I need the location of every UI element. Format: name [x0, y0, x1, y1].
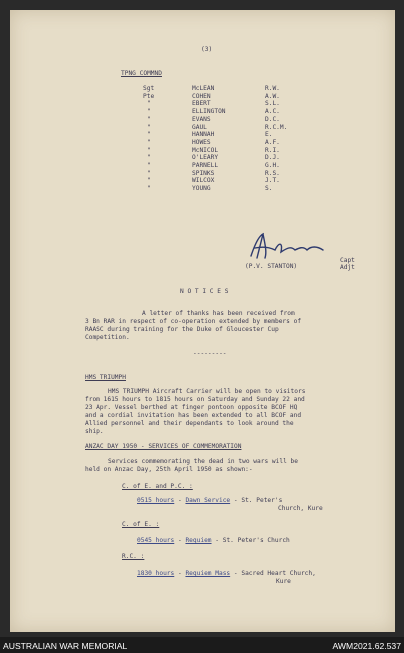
- notice-line: 3 Bn RAR in respect of co-operation extended by members of: [85, 318, 302, 325]
- service-place: - Sacred Heart Church,: [233, 570, 316, 577]
- roster-initials: R.C.M.: [265, 123, 288, 131]
- roster-rank: ": [147, 154, 151, 162]
- ship-heading: HMS TRIUMPH: [85, 374, 126, 381]
- roster-initials: G.H.: [265, 162, 280, 169]
- roster-rank: ": [147, 131, 151, 139]
- roster-rank: ": [147, 185, 151, 193]
- page-number: (3): [201, 46, 213, 53]
- signatory-rank: Capt: [340, 257, 355, 264]
- roster-initials: S.L.: [265, 100, 280, 108]
- service-time: 0515 hours: [137, 497, 175, 504]
- signature-scribble-icon: [245, 230, 340, 262]
- roster-rank: ": [147, 162, 151, 169]
- service-place-cont: Kure: [276, 578, 291, 585]
- roster-initials: R.W.: [265, 85, 280, 92]
- roster-name: PARNELL: [192, 162, 219, 169]
- roster-name: GAUL: [192, 123, 207, 131]
- roster-rank: ": [147, 100, 151, 108]
- notice-line: Competition.: [85, 334, 130, 341]
- service-heading: R.C. :: [122, 553, 145, 560]
- roster-name: McNICOL: [192, 146, 219, 154]
- signatory-unit: Adjt: [340, 264, 355, 271]
- service-name: Requiem: [185, 537, 212, 544]
- roster-name: ELLINGTON: [192, 108, 226, 116]
- roster-initials: A.W.: [265, 92, 280, 100]
- service-name: Dawn Service: [185, 497, 231, 504]
- section-title: TPNG COMMND: [121, 70, 162, 77]
- ship-line: from 1615 hours to 1815 hours on Saturday and Sunday 22 and: [85, 396, 305, 403]
- notices-heading: N O T I C E S: [180, 288, 229, 295]
- ship-line: HMS TRIUMPH Aircraft Carrier will be open to visitors: [108, 388, 306, 395]
- anzac-intro-line: held on Anzac Day, 25th April 1950 as shown:-: [85, 466, 253, 473]
- service-heading: C. of E. :: [122, 521, 160, 528]
- anzac-intro-line: Services commemorating the dead in two wars will be: [108, 458, 298, 465]
- divider: ---------: [193, 350, 227, 357]
- roster-initials: R.S.: [265, 169, 280, 177]
- roster-name: SPINKS: [192, 169, 215, 177]
- roster-name: McLEAN: [192, 85, 215, 92]
- roster-rank: ": [147, 138, 151, 146]
- anzac-heading: ANZAC DAY 1950 - SERVICES OF COMMEMORATION: [85, 443, 242, 450]
- roster-initials: S.: [265, 185, 273, 193]
- roster-initials: R.I.: [265, 146, 280, 154]
- roster-name: COHEN: [192, 92, 211, 100]
- roster-name: O'LEARY: [192, 154, 219, 162]
- roster-name: WILCOX: [192, 177, 215, 185]
- footer-right: AWM2021.62.537: [332, 641, 401, 651]
- roster-rank: ": [147, 115, 151, 123]
- ship-line: and a cordial invitation has been extended to all BCOF and: [85, 412, 302, 419]
- roster-initials: E.: [265, 131, 273, 139]
- service-name: Requiem Mass: [185, 570, 231, 577]
- roster-rank: ": [147, 123, 151, 131]
- roster-name: HOWES: [192, 138, 211, 146]
- roster-name: EVANS: [192, 115, 211, 123]
- ship-line: ship.: [85, 428, 104, 435]
- roster-name: YOUNG: [192, 185, 211, 193]
- roster-rank: ": [147, 146, 151, 154]
- roster-rank: Sgt: [143, 85, 155, 92]
- roster-name: EBERT: [192, 100, 211, 108]
- notice-line: A letter of thanks has been received from: [142, 310, 295, 317]
- service-place-cont: Church, Kure: [278, 505, 323, 512]
- signatory-name: (P.V. STANTON): [245, 263, 298, 270]
- roster-rank: Pte: [143, 92, 155, 100]
- roster-initials: A.F.: [265, 138, 280, 146]
- roster-rank: ": [147, 177, 151, 185]
- service-place: - St. Peter's Church: [215, 537, 290, 544]
- roster-initials: J.T.: [265, 177, 280, 185]
- footer-left: AUSTRALIAN WAR MEMORIAL: [3, 641, 128, 651]
- service-place: - St. Peter's: [233, 497, 283, 504]
- roster-initials: D.C.: [265, 115, 280, 123]
- service-time: 1830 hours: [137, 570, 175, 577]
- roster-initials: A.C.: [265, 108, 280, 116]
- ship-line: Allied personnel and their dependants to look around the: [85, 420, 294, 427]
- roster-name: HANNAH: [192, 131, 215, 139]
- footer-bar: [0, 637, 404, 653]
- service-heading: C. of E. and P.C. :: [122, 483, 193, 490]
- service-time: 0545 hours: [137, 537, 175, 544]
- notice-line: RAASC during training for the Duke of Gloucester Cup: [85, 326, 279, 333]
- roster-rank: ": [147, 108, 151, 116]
- roster-initials: D.J.: [265, 154, 280, 162]
- roster-rank: ": [147, 169, 151, 177]
- ship-line: 23 Apr. Vessel berthed at finger pontoon opposite BCOF HQ: [85, 404, 298, 411]
